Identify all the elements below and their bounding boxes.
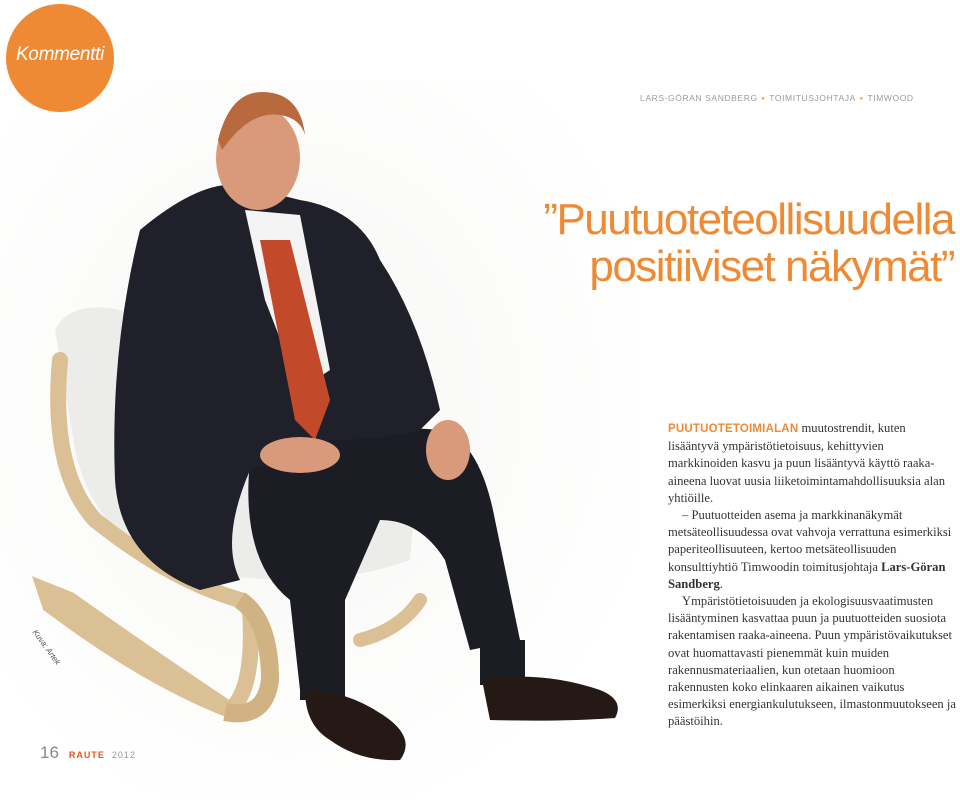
- interviewee-name: Lars-Göran Sandberg: [668, 559, 946, 591]
- headline-line-1: ”Puutuoteteollisuudella: [543, 195, 954, 244]
- headline: [543, 196, 954, 290]
- hand-right: [426, 420, 470, 480]
- page-footer: [40, 743, 136, 763]
- article-body: [668, 420, 956, 731]
- paragraph-2: [668, 507, 956, 593]
- page-number: 16: [40, 743, 59, 762]
- byline-separator: •: [761, 93, 766, 103]
- section-badge-label: Kommentti: [15, 44, 105, 65]
- section-badge: [6, 4, 114, 112]
- brand-name: RAUTE: [68, 750, 105, 760]
- byline-separator: •: [859, 93, 864, 103]
- issue-year: 2012: [111, 750, 136, 760]
- paragraph-1-text: muutostrendit, kuten lisääntyvä ympäristötietoisuus, kehittyvien markkinoiden kasvu ja puun lisääntyvä käyttö raaka-aineena luovat uusia liiketoimintamahdollisuuksia alan yhtiöille.: [668, 421, 945, 505]
- headline-line-2: positiiviset näkymät”: [589, 242, 954, 291]
- byline: [640, 93, 914, 103]
- lead-word: PUUTUOTETOIMIALAN: [668, 423, 799, 435]
- paragraph-2-text: – Puutuotteiden asema ja markkinanäkymät metsäteollisuudessa ovat vahvoja verrattuna esimerkiksi paperiteollisuuteen, kertoo metsäteollisuuden konsulttiyhtiö Timwoodin toimitusjohtaja: [668, 508, 952, 574]
- byline-title: TOIMITUSJOHTAJA: [769, 93, 856, 103]
- paragraph-1: [668, 420, 956, 507]
- byline-name: LARS-GÖRAN SANDBERG: [640, 93, 758, 103]
- hand-left: [260, 437, 340, 473]
- portrait-photo: [0, 80, 640, 800]
- paragraph-3: Ympäristötietoisuuden ja ekologisuusvaatimusten lisääntyminen kasvattaa puun ja puutuotteiden suosiota rakentamisen raaka-aineena. Puun ympäristövaikutukset ovat huomattavasti pienemmät kuin muiden rakennusmateriaalien, kun otetaan huomioon rakennusten koko elinkaaren aikainen vaikutus esimerkiksi energiankulutukseen, ilmastonmuutokseen ja päästöihin.: [668, 594, 956, 729]
- photo-credit: Kuva: Artek: [30, 628, 63, 667]
- paragraph-2-end: .: [719, 576, 723, 591]
- byline-company: TIMWOOD: [867, 93, 914, 103]
